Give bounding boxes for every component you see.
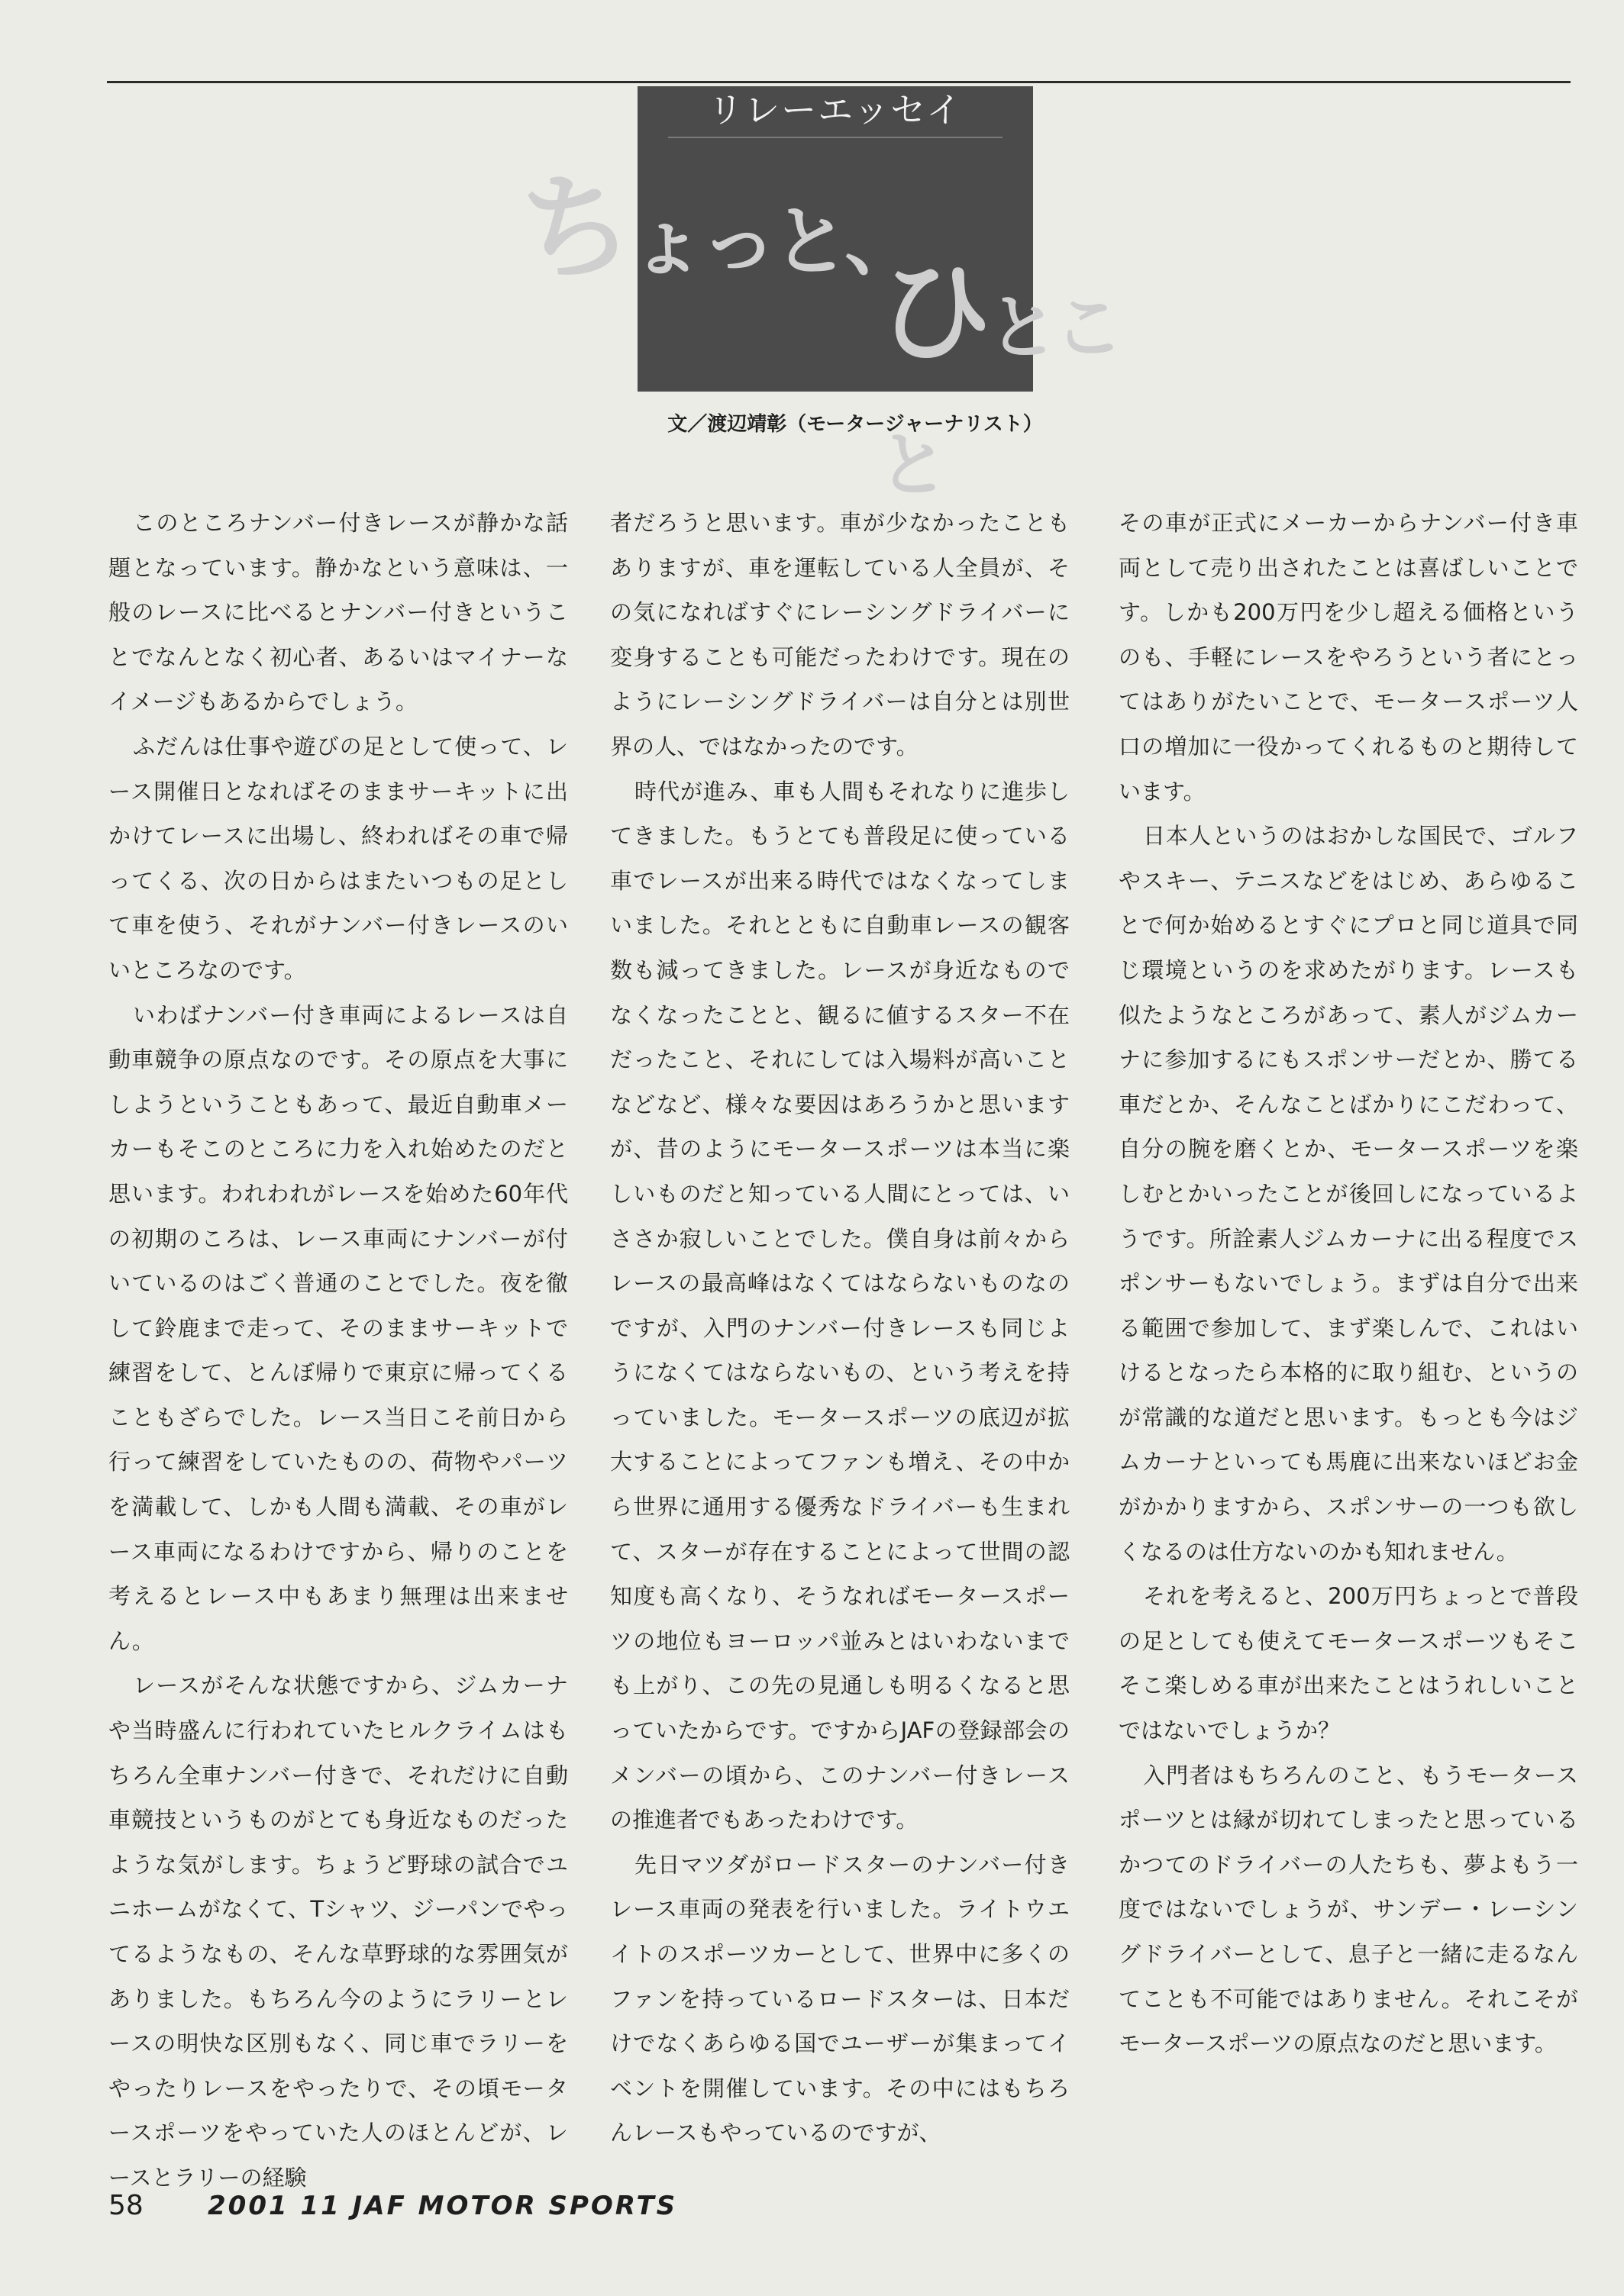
byline: 文／渡辺靖彰（モータージャーナリスト） [667, 413, 1043, 436]
paragraph: このところナンバー付きレースが静かな話題となっています。静かなという意味は、一般のレースに比べるとナンバー付きということでなんとなく初心者、あるいはマイナーなイメージもあるからでしょう。 [108, 510, 568, 715]
paragraph: 日本人というのはおかしな国民で、ゴルフやスキー、テニスなどをはじめ、あらゆることで何か始めるとすぐにプロと同じ道具で同じ環境というのを求めたがります。レースも似たようなところがあって、素人がジムカーナに参加するにもスポンサーだとか、勝てる車だとか、そんなことばかりにこだわって、自分の腕を磨くとか、モータースポーツを楽しむとかいったことが後回しになっているようです。所詮素人ジムカーナに出る程度でスポンサーもないでしょう。まずは自分で出来る範囲で参加して、まず楽しんで、これはいけるとなったら本格的に取り組む、というのが常識的な道だと思います。もっとも今はジムカーナといっても馬鹿に出来ないほどお金がかかりますから、スポンサーの一つも欲しくなるのは仕方ないのかも知れません。 [1119, 823, 1578, 1565]
top-rule [107, 81, 1571, 83]
text-column-1 [108, 501, 568, 2201]
title-line-2-small: とこと [878, 287, 1120, 506]
title-line-2-big: ひ [878, 247, 989, 379]
section-label-rule [668, 137, 1002, 138]
title-line-1-small: ょっと、 [629, 197, 917, 286]
text-column-3 [1119, 501, 1578, 2066]
magazine-footer: 2001 11 JAF MOTOR SPORTS [208, 2191, 678, 2221]
paragraph: 者だろうと思います。車が少なかったこともありますが、車を運転している人全員が、その気になればすぐにレーシングドライバーに変身することも可能だったわけです。現在のようにレーシングドライバーは自分とは別世界の人、ではなかったのです。 [610, 510, 1070, 759]
paragraph: 入門者はもちろんのこと、もうモータースポーツとは縁が切れてしまったと思っているかつてのドライバーの人たちも、夢よもう一度ではないでしょうが、サンデー・レーシングドライバーとして、息子と一緒に走るなんてことも不可能ではありません。それこそがモータースポーツの原点なのだと思います。 [1119, 1762, 1578, 2057]
title-line-1 [519, 163, 917, 303]
text-column-2 [610, 501, 1070, 2156]
page-number: 58 [108, 2190, 144, 2221]
section-label: リレーエッセイ [708, 89, 963, 131]
paragraph: 時代が進み、車も人間もそれなりに進歩してきました。もうとても普段足に使っている車でレースが出来る時代ではなくなってしまいました。それとともに自動車レースの観客数も減ってきました。レースが身近なものでなくなったことと、観るに値するスター不在だったこと、それにしては入場料が高いことなどなど、様々な要因はあろうかと思いますが、昔のようにモータースポーツは本当に楽しいものだと知っている人間にとっては、いささか寂しいことでした。僕自身は前々からレースの最高峰はなくてはならないものなのですが、入門のナンバー付きレースも同じようになくてはならないもの、という考えを持っていました。モータースポーツの底辺が拡大することによってファンも増え、その中から世界に通用する優秀なドライバーも生まれて、スターが存在することによって世間の認知度も高くなり、そうなればモータースポーツの地位もヨーロッパ並みとはいわないまでも上がり、この先の見通しも明るくなると思っていたからです。ですからJAFの登録部会のメンバーの頃から、このナンバー付きレースの推進者でもあったわけです。 [610, 778, 1070, 1833]
paragraph: それを考えると、200万円ちょっとで普段の足としても使えてモータースポーツもそこそこ楽しめる車が出来たことはうれしいことではないでしょうか？ [1119, 1583, 1578, 1744]
paragraph: レースがそんな状態ですから、ジムカーナや当時盛んに行われていたヒルクライムはもちろん全車ナンバー付きで、それだけに自動車競技というものがとても身近なものだったような気がします。ちょうど野球の試合でユニホームがなくて、Tシャツ、ジーパンでやってるようなもの、そんな草野球的な雰囲気がありました。もちろん今のようにラリーとレースの明快な区別もなく、同じ車でラリーをやったりレースをやったりで、その頃モータースポーツをやっていた人のほとんどが、レースとラリーの経験 [108, 1672, 568, 2191]
paragraph: その車が正式にメーカーからナンバー付き車両として売り出されたことは喜ばしいことです。しかも200万円を少し超える価格というのも、手軽にレースをやろうという者にとってはありがたいことで、モータースポーツ人口の増加に一役かってくれるものと期待しています。 [1119, 510, 1578, 805]
paragraph: いわばナンバー付き車両によるレースは自動車競争の原点なのです。その原点を大事にしようということもあって、最近自動車メーカーもそこのところに力を入れ始めたのだと思います。われわれがレースを始めた60年代の初期のころは、レース車両にナンバーが付いているのはごく普通のことでした。夜を徹して鈴鹿まで走って、そのままサーキットで練習をして、とんぼ帰りで東京に帰ってくることもざらでした。レース当日こそ前日から行って練習をしていたものの、荷物やパーツを満載して、しかも人間も満載、その車がレース車両になるわけですから、帰りのことを考えるとレース中もあまり無理は出来ません。 [108, 1001, 568, 1654]
title-line-2 [878, 247, 1145, 527]
paragraph: 先日マツダがロードスターのナンバー付きレース車両の発表を行いました。ライトウエイトのスポーツカーとして、世界中に多くのファンを持っているロードスターは、日本だけでなくあらゆる国でユーザーが集まってイベントを開催しています。その中にはもちろんレースもやっているのですが、 [610, 1851, 1070, 2146]
paragraph: ふだんは仕事や遊びの足として使って、レース開催日となればそのままサーキットに出かけてレースに出場し、終わればその車で帰ってくる、次の日からはまたいつもの足として車を使う、それがナンバー付きレースのいいところなのです。 [108, 733, 568, 983]
title-line-1-big: ち [519, 163, 630, 295]
